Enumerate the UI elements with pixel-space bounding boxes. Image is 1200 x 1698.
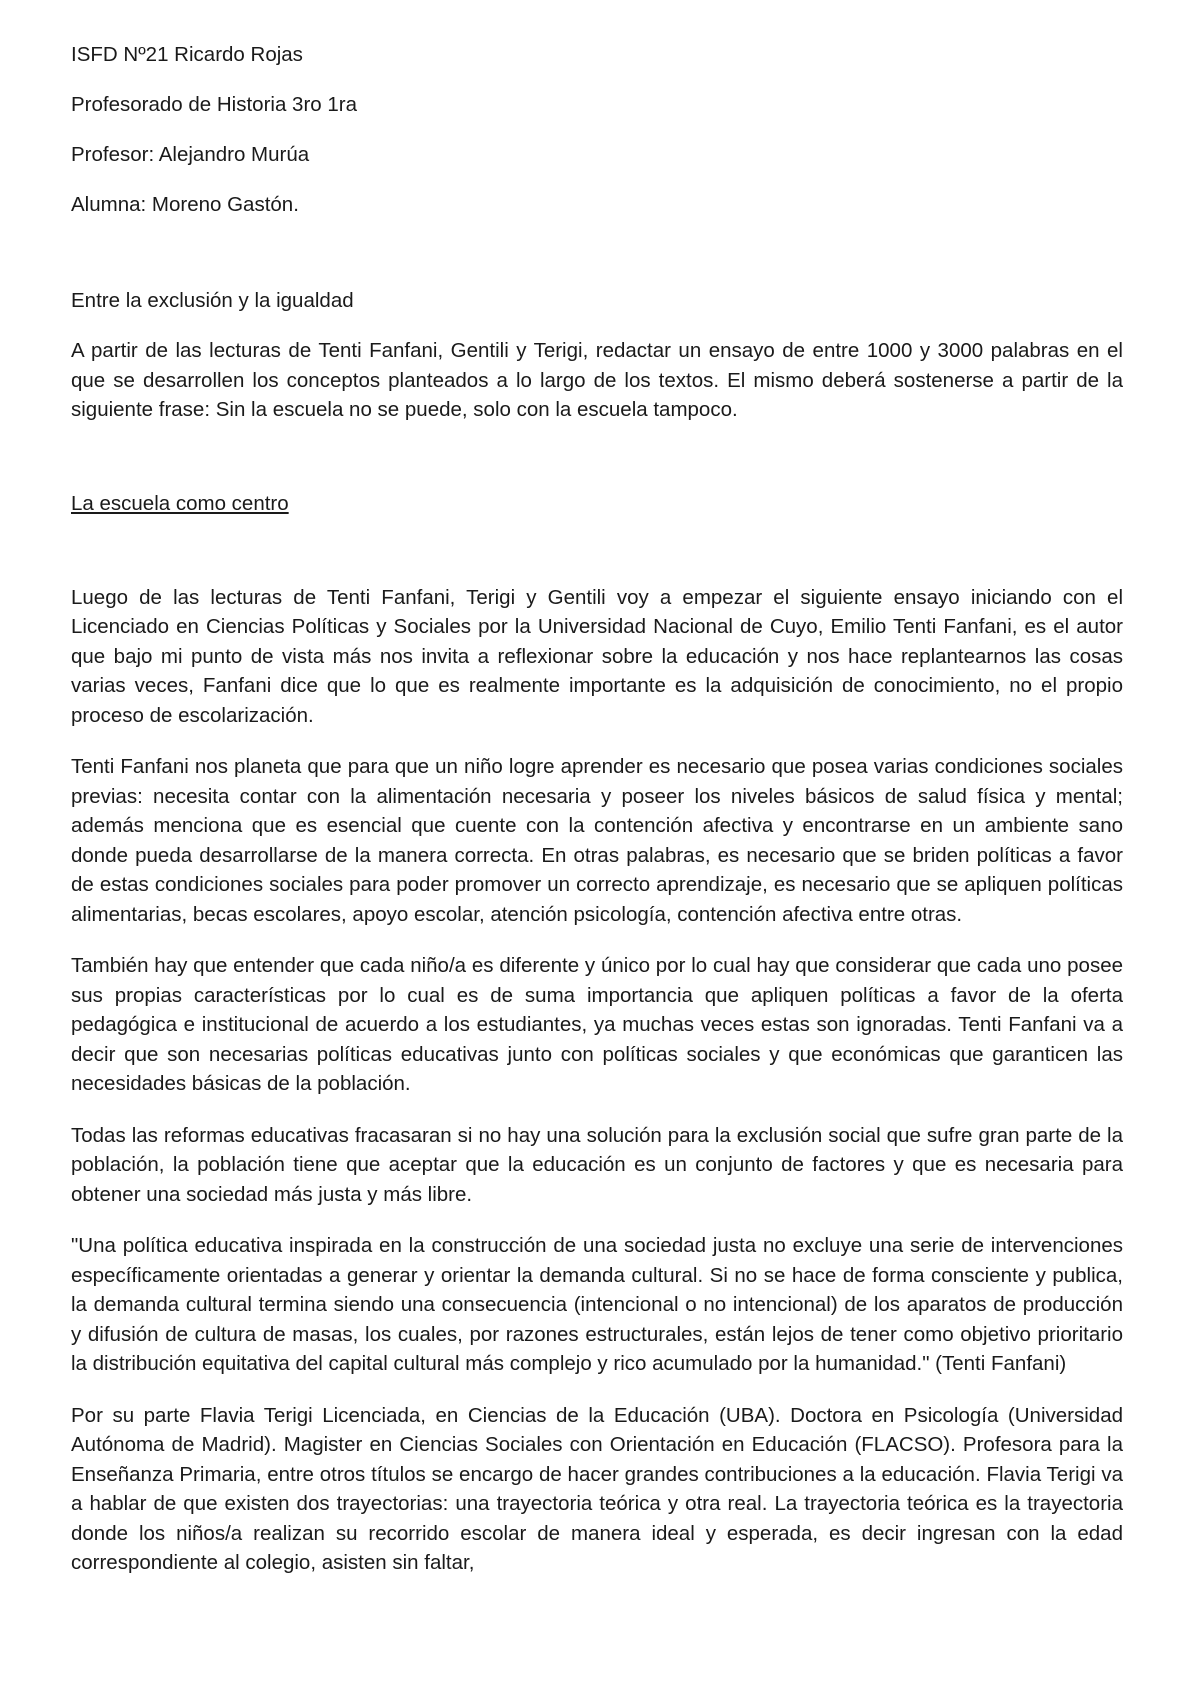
body-paragraph: Todas las reformas educativas fracasaran si no hay una solución para la exclusión social que sufre gran parte de la población, la población tiene que aceptar que la educación es un conjunto de factores y que es necesaria para obtener una sociedad más justa y más libre. — [71, 1123, 1123, 1206]
essay-title: Entre la exclusión y la igualdad — [71, 289, 354, 312]
body-paragraph: También hay que entender que cada niño/a es diferente y único por lo cual hay que considerar que cada uno posee sus propias características por lo cual es de suma importancia que apliquen políticas a favor de la oferta pedagógica e institucional de acuerdo a los estudiantes, ya muchas veces estas son ignoradas. Tenti Fanfani va a decir que son necesarias políticas educativas junto con políticas sociales y que económicas que garanticen las necesidades básicas de la población. — [71, 954, 1123, 1095]
body-paragraph: Por su parte Flavia Terigi Licenciada, en Ciencias de la Educación (UBA). Doctora en Psicología (Universidad Autónoma de Madrid). Magister en Ciencias Sociales con Orientación en Educación (FLACSO). Profesora para la Enseñanza Primaria, entre otros títulos se encargo de hacer grandes contribuciones a la educación. Flavia Terigi va a hablar de que existen dos trayectorias: una trayectoria teórica y otra real. La trayectoria teórica es la trayectoria donde los niños/a realizan su recorrido escolar de manera ideal y esperada, es decir ingresan con la edad correspondiente al colegio, asisten sin faltar, — [71, 1403, 1123, 1574]
program-line: Profesorado de Historia 3ro 1ra — [71, 93, 358, 116]
institution-line: ISFD Nº21 Ricardo Rojas — [71, 43, 303, 66]
body-paragraph: Luego de las lecturas de Tenti Fanfani, Terigi y Gentili voy a empezar el siguiente ensayo iniciando con el Licenciado en Ciencias Políticas y Sociales por la Universidad Nacional de Cuyo, Emilio Tenti Fanfani, es el autor que bajo mi punto de vista más nos invita a reflexionar sobre la educación y nos hace replantearnos las cosas varias veces, Fanfani dice que lo que es realmente importante es la adquisición de conocimiento, no el propio proceso de escolarización. — [71, 585, 1123, 727]
assignment-paragraph: A partir de las lecturas de Tenti Fanfani, Gentili y Terigi, redactar un ensayo de entre 1000 y 3000 palabras en el que se desarrollen los conceptos planteados a lo largo de los textos. El mismo deberá sostenerse a partir de la siguiente frase: Sin la escuela no se puede, solo con la escuela tampoco. — [71, 339, 1123, 421]
document-page — [71, 40, 1123, 1600]
body-paragraph: Tenti Fanfani nos planeta que para que un niño logre aprender es necesario que posea varias condiciones sociales previas: necesita contar con la alimentación necesaria y poseer los niveles básicos de salud física y mental; además menciona que es esencial que cuente con la contención afectiva y encontrarse en un ambiente sano donde pueda desarrollarse de la manera correcta. En otras palabras, es necesario que se briden políticas a favor de estas condiciones sociales para poder promover un correcto aprendizaje, es necesario que se apliquen políticas alimentarias, becas escolares, apoyo escolar, atención psicología, contención afectiva entre otras. — [71, 755, 1123, 926]
student-line: Alumna: Moreno Gastón. — [71, 193, 299, 216]
professor-line: Profesor: Alejandro Murúa — [71, 143, 310, 166]
quote-paragraph: "Una política educativa inspirada en la construcción de una sociedad justa no excluye una serie de intervenciones específicamente orientadas a generar y orientar la demanda cultural. Si no se hace de forma consciente y publica, la demanda cultural termina siendo una consecuencia (intencional o no intencional) de los aparatos de producción y difusión de cultura de masas, los cuales, por razones estructurales, están lejos de tener como objetivo prioritario la distribución equitativa del capital cultural más complejo y rico acumulado por la humanidad." (Tenti Fanfani) — [71, 1234, 1123, 1375]
section-heading: La escuela como centro — [71, 491, 289, 515]
header-block — [71, 40, 1123, 220]
